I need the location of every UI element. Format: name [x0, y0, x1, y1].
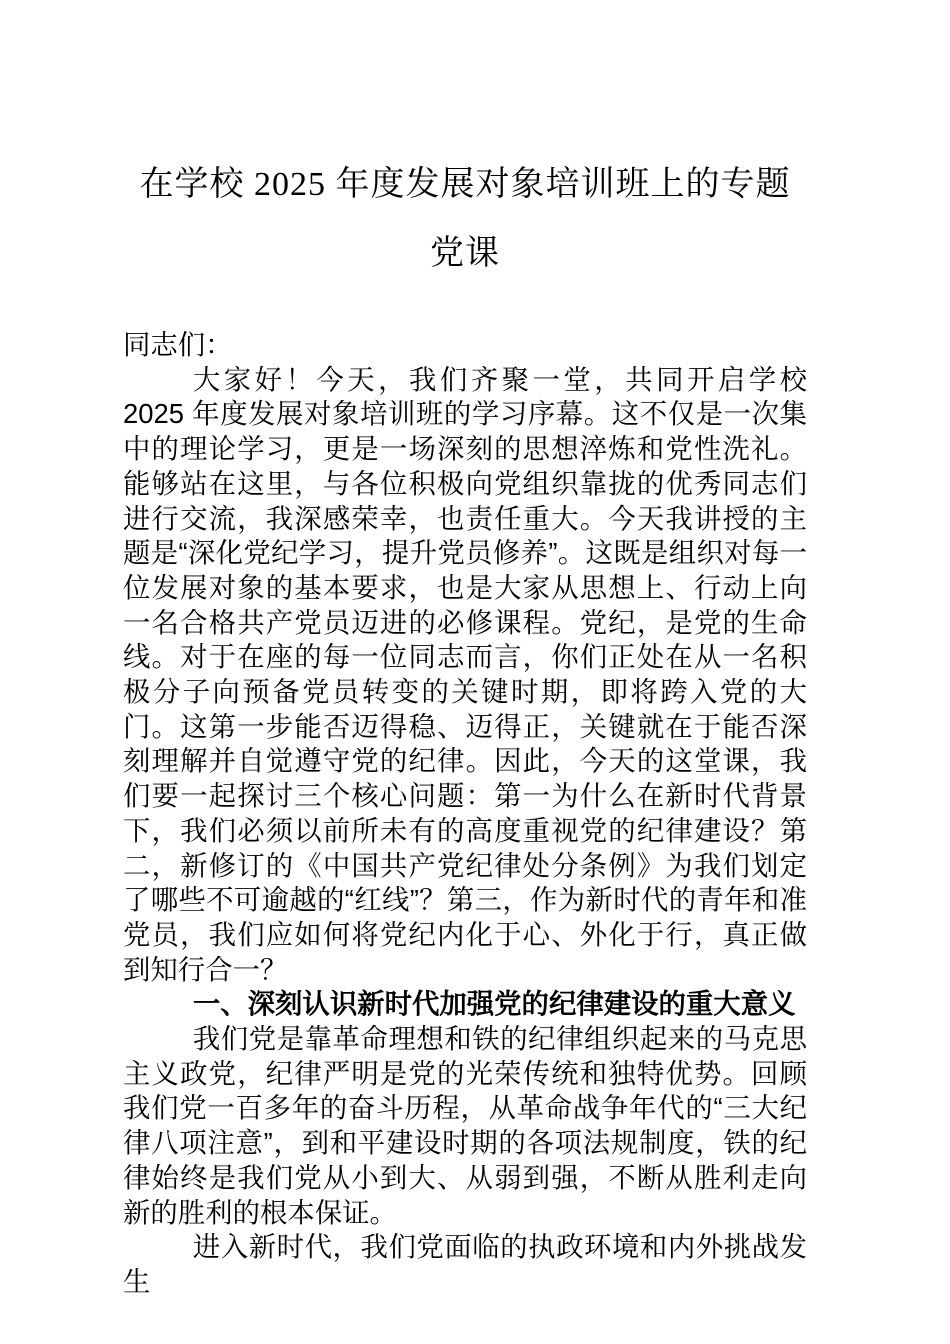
paragraph-section1-body: 我们党是靠革命理想和铁的纪律组织起来的马克思主义政党，纪律严明是党的光荣传统和独特优势。回顾我们党一百多年的奋斗历程，从革命战争年代的“三大纪律八项注意”，到和平建设时期的各项法规制度，铁的纪律始终是我们党从小到大、从弱到强，不断从胜利走向新的胜利的根本保证。 [123, 1023, 807, 1228]
salutation-line: 同志们： [123, 329, 233, 360]
paragraph-section1-continued: 进入新时代，我们党面临的执政环境和内外挑战发生 [123, 1231, 807, 1297]
paragraph-introduction: 大家好！今天，我们齐聚一堂，共同开启学校 2025 年度发展对象培训班的学习序幕。这不仅是一次集中的理论学习，更是一场深刻的思想淬炼和党性洗礼。能够站在这里，与各位积极向党组织靠拢的优秀同志们进行交流，我深感荣幸，也责任重大。今天我讲授的主题是“深化党纪学习，提升党员修养”。这既是组织对每一位发展对象的基本要求，也是大家从思想上、行动上向一名合格共产党员迈进的必修课程。党纪，是党的生命线。对于在座的每一位同志而言，你们正处在从一名积极分子向预备党员转变的关键时期，即将跨入党的大门。这第一步能否迈得稳、迈得正，关键就在于能否深刻理解并自觉遵守党的纪律。因此，今天的这堂课，我们要一起探讨三个核心问题：第一为什么在新时代背景下，我们必须以前所未有的高度重视党的纪律建设？第二，新修订的《中国共产党纪律处分条例》为我们划定了哪些不可逾越的“红线”？第三，作为新时代的青年和准党员，我们应如何将党纪内化于心、外化于行，真正做到知行合一？ [123, 363, 807, 985]
document-body [123, 328, 807, 1300]
section-heading-1: 一、深刻认识新时代加强党的纪律建设的重大意义 [192, 988, 796, 1020]
document-title: 在学校 2025 年度发展对象培训班上的专题党课 [139, 166, 791, 272]
